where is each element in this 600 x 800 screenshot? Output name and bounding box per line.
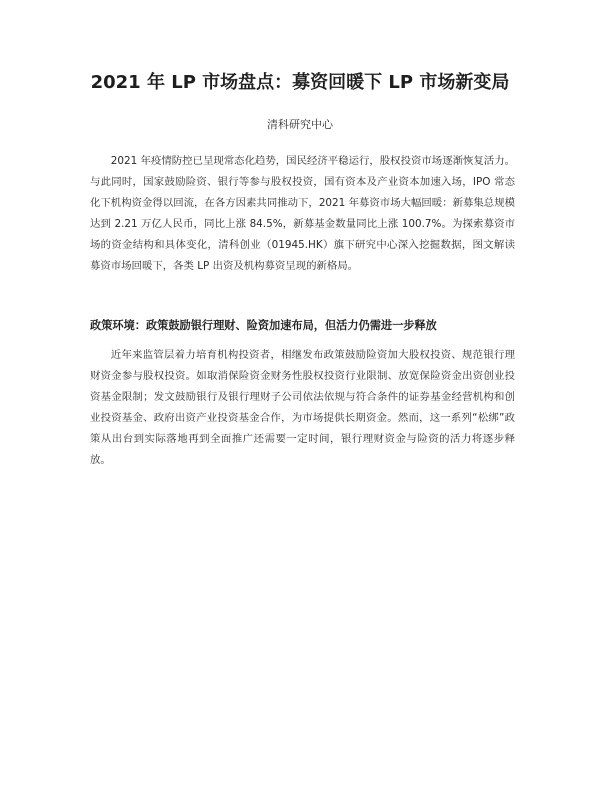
document-title: 2021 年 LP 市场盘点：募资回暖下 LP 市场新变局 (90, 72, 510, 93)
document-author: 清科研究中心 (267, 118, 333, 131)
intro-paragraph: 2021 年疫情防控已呈现常态化趋势，国民经济平稳运行，股权投资市场逐渐恢复活力。与此同时，国家鼓励险资、银行等参与股权投资，国有资本及产业资本加速入场，IPO 常态化下机构资金得以回流，在各方因素共同推动下，2021 年募资市场大幅回暖：新募集总规模达到 2.21 万亿人民币，同比上涨 84.5%，新募基金数量同比上涨 100.7%。为探索募资市场的资金结构和具体变化，清科创业（01945.HK）旗下研究中心深入挖掘数据，图文解读募资市场回暖下，各类 LP 出资及机构募资呈现的新格局。 (90, 155, 515, 272)
section-paragraph: 近年来监管层着力培育机构投资者，相继发布政策鼓励险资加大股权投资、规范银行理财资金参与股权投资。如取消保险资金财务性股权投资行业限制、放宽保险资金出资创业投资基金限制；发文鼓励银行及银行理财子公司依法依规与符合条件的证券基金经营机构和创业投资基金、政府出资产业投资基金合作，为市场提供长期资金。然而，这一系列“松绑”政策从出台到实际落地再到全面推广还需要一定时间，银行理财资金与险资的活力将逐步释放。 (90, 349, 515, 466)
section-heading: 政策环境：政策鼓励银行理财、险资加速布局，但活力仍需进一步释放 (90, 319, 437, 332)
